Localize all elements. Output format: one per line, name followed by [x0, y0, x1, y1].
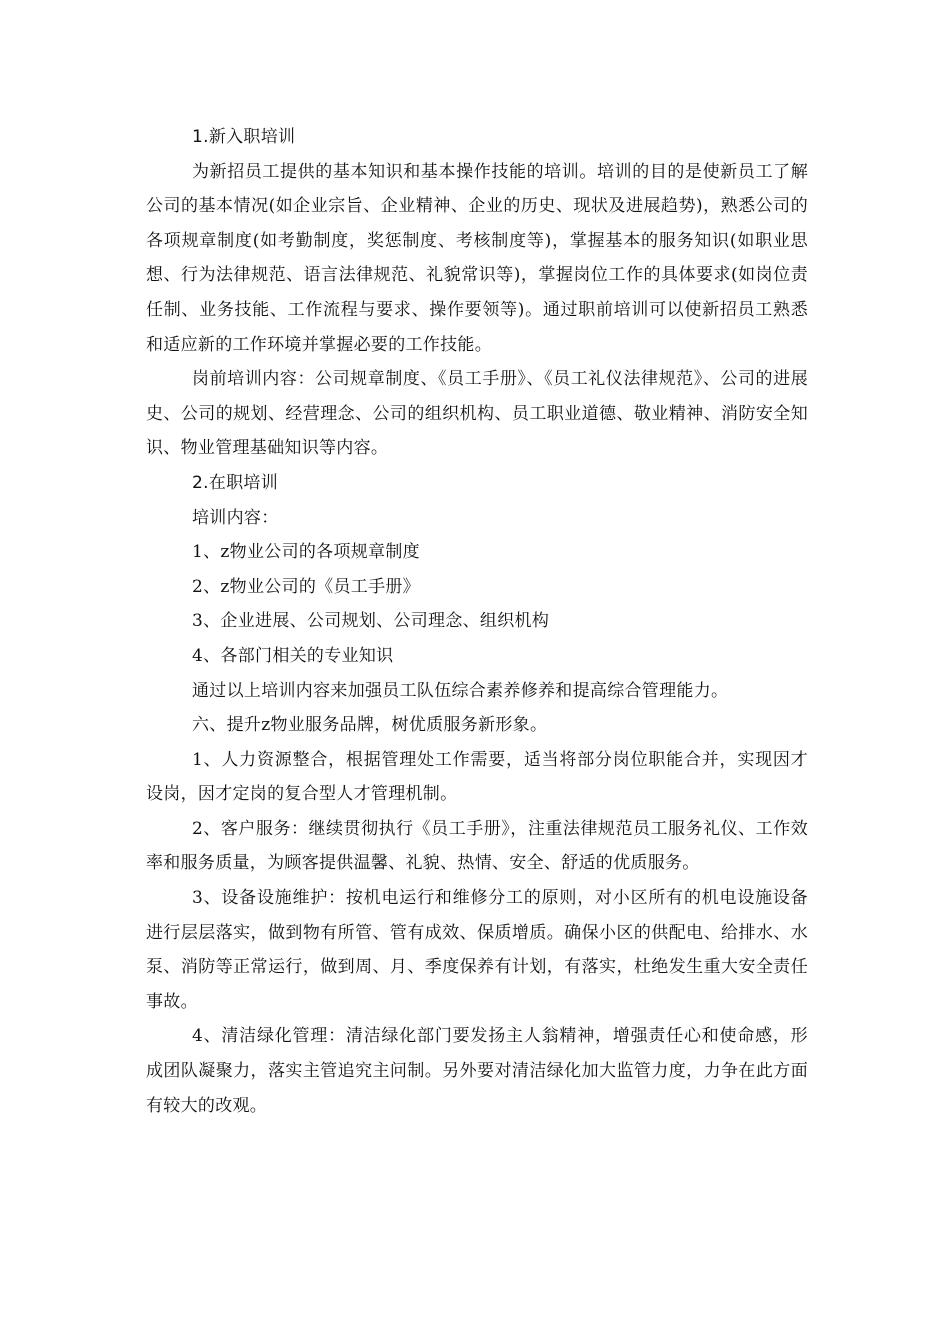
document-body — [146, 120, 808, 1123]
paragraph-training-content-label: 培训内容： — [192, 507, 279, 528]
paragraph-new-hire-description: 为新招员工提供的基本知识和基本操作技能的培训。培训的目的是使新员工了解公司的基本情况(如企业宗旨、企业精神、企业的历史、现状及进展趋势)，熟悉公司的各项规章制度(如考勤制度，奖惩制度、考核制度等)，掌握基本的服务知识(如职业思想、行为法律规范、语言法律规范、礼貌常识等)，掌握岗位工作的具体要求(如岗位责任制、业务技能、工作流程与要求、操作要领等)。通过职前培训可以使新招员工熟悉和适应新的工作环境并掌握必要的工作技能。 — [146, 161, 808, 355]
section-heading-new-hire-training: 1.新入职培训 — [192, 127, 296, 147]
paragraph-cleaning-greening: 4、清洁绿化管理：清洁绿化部门要发扬主人翁精神，增强责任心和使命感，形成团队凝聚力，落实主管追究主问制。另外要对清洁绿化加大监管力度，力争在此方面有较大的改观。 — [146, 1026, 808, 1116]
paragraph-hr-integration: 1、人力资源整合，根据管理处工作需要，适当将部分岗位职能合并，实现因才设岗，因才定岗的复合型人才管理机制。 — [146, 749, 808, 805]
list-item-rules: 1、z物业公司的各项规章制度 — [192, 542, 420, 563]
paragraph-training-summary: 通过以上培训内容来加强员工队伍综合素养修养和提高综合管理能力。 — [192, 680, 729, 701]
list-item-professional-knowledge: 4、各部门相关的专业知识 — [192, 645, 394, 666]
list-item-handbook: 2、z物业公司的《员工手册》 — [192, 576, 420, 597]
paragraph-equipment-maintenance: 3、设备设施维护：按机电运行和维修分工的原则，对小区所有的机电设施设备进行层层落实，做到物有所管、管有成效、保质增质。确保小区的供配电、给排水、水泵、消防等正常运行，做到周、月、季度保养有计划，有落实，杜绝发生重大安全责任事故。 — [146, 888, 808, 1012]
paragraph-customer-service: 2、客户服务：继续贯彻执行《员工手册》，注重法律规范员工服务礼仪、工作效率和服务质量，为顾客提供温馨、礼貌、热情、安全、舒适的优质服务。 — [146, 818, 808, 874]
section-heading-on-job-training: 2.在职培训 — [192, 472, 279, 493]
list-item-enterprise: 3、企业进展、公司规划、公司理念、组织机构 — [192, 611, 550, 632]
paragraph-pre-job-content: 岗前培训内容：公司规章制度、《员工手册》、《员工礼仪法律规范》、公司的进展史、公司的规划、经营理念、公司的组织机构、员工职业道德、敬业精神、消防安全知识、物业管理基础知识等内容。 — [146, 369, 808, 459]
section-heading-brand: 六、提升z物业服务品牌，树优质服务新形象。 — [192, 715, 548, 736]
